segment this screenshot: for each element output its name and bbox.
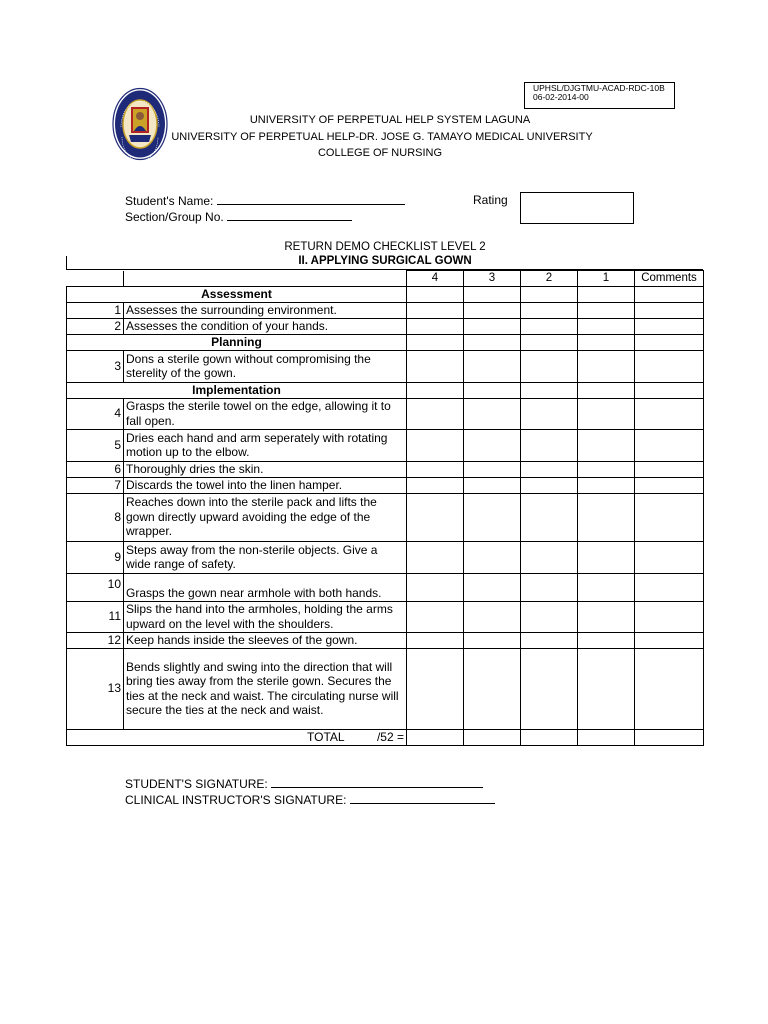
section-assessment: Assessment xyxy=(67,287,407,303)
score-cell[interactable] xyxy=(578,648,635,729)
table-row xyxy=(67,429,704,461)
checklist-title: RETURN DEMO CHECKLIST LEVEL 2 xyxy=(284,241,486,253)
comment-cell[interactable] xyxy=(635,382,704,398)
total-row xyxy=(67,729,704,745)
blank-cell xyxy=(67,271,124,287)
section-implementation: Implementation xyxy=(67,382,407,398)
item-text: Thoroughly dries the skin. xyxy=(124,461,407,477)
score-cell[interactable] xyxy=(578,334,635,350)
form-code-box xyxy=(524,82,675,109)
item-text: Reaches down into the sterile pack and lifts the gown directly upward avoiding the edge of the wrapper. xyxy=(124,493,407,541)
score-cell[interactable] xyxy=(521,493,578,541)
student-name-line[interactable] xyxy=(217,193,405,205)
score-cell[interactable] xyxy=(578,729,635,745)
total-label: TOTAL xyxy=(307,729,345,744)
comment-cell[interactable] xyxy=(635,541,704,573)
column-header-row xyxy=(67,271,704,287)
instructor-signature-label: CLINICAL INSTRUCTOR'S SIGNATURE: xyxy=(125,793,347,807)
score-cell[interactable] xyxy=(464,493,521,541)
score-cell[interactable] xyxy=(464,632,521,648)
item-number: 5 xyxy=(67,429,124,461)
score-cell[interactable] xyxy=(407,573,464,601)
item-number: 7 xyxy=(67,477,124,493)
score-cell[interactable] xyxy=(578,429,635,461)
score-cell[interactable] xyxy=(407,318,464,334)
score-cell[interactable] xyxy=(521,334,578,350)
instructor-signature-line[interactable] xyxy=(350,792,495,804)
score-cell[interactable] xyxy=(407,382,464,398)
header-line-1: UNIVERSITY OF PERPETUAL HELP SYSTEM LAGUNA xyxy=(249,114,531,126)
item-number: 2 xyxy=(67,318,124,334)
comment-cell[interactable] xyxy=(635,648,704,729)
comment-cell[interactable] xyxy=(635,493,704,541)
table-row xyxy=(67,493,704,541)
score-cell[interactable] xyxy=(407,287,464,303)
comment-cell[interactable] xyxy=(635,429,704,461)
score-cell[interactable] xyxy=(578,573,635,601)
score-cell[interactable] xyxy=(578,601,635,632)
table-row xyxy=(67,573,704,601)
item-text: Grasps the gown near armhole with both hands. xyxy=(124,573,407,601)
item-text: Dons a sterile gown without compromising the sterelity of the gown. xyxy=(124,350,407,382)
item-text: Discards the towel into the linen hamper. xyxy=(124,477,407,493)
section-row xyxy=(67,382,704,398)
score-cell[interactable] xyxy=(464,318,521,334)
table-row xyxy=(67,541,704,573)
header-line-3: COLLEGE OF NURSING xyxy=(317,147,443,159)
score-cell[interactable] xyxy=(578,350,635,382)
score-cell[interactable] xyxy=(407,398,464,429)
score-cell[interactable] xyxy=(578,302,635,318)
score-cell[interactable] xyxy=(464,648,521,729)
col-header-2: 2 xyxy=(521,271,578,287)
table-row xyxy=(67,648,704,729)
score-cell[interactable] xyxy=(521,302,578,318)
section-field xyxy=(125,209,352,224)
score-cell[interactable] xyxy=(407,350,464,382)
instructor-signature-field xyxy=(125,792,495,807)
comment-cell[interactable] xyxy=(635,334,704,350)
total-denominator: /52 = xyxy=(376,729,404,744)
comment-cell[interactable] xyxy=(635,477,704,493)
score-cell[interactable] xyxy=(521,318,578,334)
comment-cell[interactable] xyxy=(635,287,704,303)
table-row xyxy=(67,601,704,632)
checklist-table xyxy=(66,270,704,746)
comment-cell[interactable] xyxy=(635,318,704,334)
score-cell[interactable] xyxy=(464,541,521,573)
score-cell[interactable] xyxy=(407,429,464,461)
comment-cell[interactable] xyxy=(635,350,704,382)
section-label: Section/Group No. xyxy=(125,210,224,224)
score-cell[interactable] xyxy=(578,477,635,493)
table-row xyxy=(67,302,704,318)
comment-cell[interactable] xyxy=(635,398,704,429)
student-name-label: Student's Name: xyxy=(125,194,214,208)
table-row xyxy=(67,398,704,429)
student-name-field xyxy=(125,193,405,208)
item-number: 1 xyxy=(67,302,124,318)
section-planning: Planning xyxy=(67,334,407,350)
rating-box[interactable] xyxy=(520,192,634,224)
score-cell[interactable] xyxy=(578,398,635,429)
comment-cell[interactable] xyxy=(635,573,704,601)
col-header-1: 1 xyxy=(578,271,635,287)
checklist-subtitle: II. APPLYING SURGICAL GOWN xyxy=(298,255,472,267)
item-text: Assesses the surrounding environment. xyxy=(124,302,407,318)
score-cell[interactable] xyxy=(407,334,464,350)
score-cell[interactable] xyxy=(578,287,635,303)
score-cell[interactable] xyxy=(407,541,464,573)
col-header-4: 4 xyxy=(407,271,464,287)
section-row xyxy=(67,287,704,303)
section-line[interactable] xyxy=(227,209,352,221)
score-cell[interactable] xyxy=(407,648,464,729)
score-cell[interactable] xyxy=(464,334,521,350)
score-cell[interactable] xyxy=(407,632,464,648)
score-cell[interactable] xyxy=(464,461,521,477)
score-cell[interactable] xyxy=(464,382,521,398)
score-cell[interactable] xyxy=(521,429,578,461)
score-cell[interactable] xyxy=(578,461,635,477)
item-number: 3 xyxy=(67,350,124,382)
item-number: 11 xyxy=(67,601,124,632)
table-row xyxy=(67,350,704,382)
score-cell[interactable] xyxy=(464,729,521,745)
score-cell[interactable] xyxy=(521,729,578,745)
score-cell[interactable] xyxy=(521,573,578,601)
score-cell[interactable] xyxy=(578,632,635,648)
score-cell[interactable] xyxy=(578,493,635,541)
table-row xyxy=(67,318,704,334)
score-cell[interactable] xyxy=(464,429,521,461)
item-text: Assesses the condition of your hands. xyxy=(124,318,407,334)
score-cell[interactable] xyxy=(464,287,521,303)
table-row xyxy=(67,477,704,493)
score-cell[interactable] xyxy=(521,398,578,429)
section-row xyxy=(67,334,704,350)
item-text: Slips the hand into the armholes, holding the arms upward on the level with the shoulders. xyxy=(124,601,407,632)
student-signature-line[interactable] xyxy=(271,776,483,788)
item-number: 10 xyxy=(67,573,124,601)
score-cell[interactable] xyxy=(464,398,521,429)
student-signature-label: STUDENT'S SIGNATURE: xyxy=(125,777,268,791)
score-cell[interactable] xyxy=(521,287,578,303)
item-number: 12 xyxy=(67,632,124,648)
score-cell[interactable] xyxy=(464,350,521,382)
rating-label: Rating xyxy=(473,193,508,207)
comment-cell[interactable] xyxy=(635,601,704,632)
score-cell[interactable] xyxy=(464,477,521,493)
score-cell[interactable] xyxy=(578,541,635,573)
student-signature-field xyxy=(125,776,483,791)
score-cell[interactable] xyxy=(407,302,464,318)
score-cell[interactable] xyxy=(521,477,578,493)
score-cell[interactable] xyxy=(521,541,578,573)
score-cell[interactable] xyxy=(521,382,578,398)
item-text: Keep hands inside the sleeves of the gown. xyxy=(124,632,407,648)
comment-cell[interactable] xyxy=(635,461,704,477)
score-cell[interactable] xyxy=(407,477,464,493)
blank-cell xyxy=(124,271,407,287)
item-number: 4 xyxy=(67,398,124,429)
comment-cell[interactable] xyxy=(635,632,704,648)
item-text: Dries each hand and arm seperately with rotating motion up to the elbow. xyxy=(124,429,407,461)
score-cell[interactable] xyxy=(521,601,578,632)
form-code-line1: UPHSL/DJGTMU-ACAD-RDC-10B xyxy=(533,83,665,93)
score-cell[interactable] xyxy=(521,632,578,648)
item-number: 13 xyxy=(67,648,124,729)
score-cell[interactable] xyxy=(464,601,521,632)
form-code-line2: 06-02-2014-00 xyxy=(533,92,589,102)
university-seal-icon xyxy=(112,87,168,161)
item-number: 6 xyxy=(67,461,124,477)
score-cell[interactable] xyxy=(407,493,464,541)
score-cell[interactable] xyxy=(407,461,464,477)
score-cell[interactable] xyxy=(521,350,578,382)
table-row xyxy=(67,461,704,477)
comment-cell[interactable] xyxy=(635,302,704,318)
score-cell[interactable] xyxy=(521,648,578,729)
score-cell[interactable] xyxy=(578,382,635,398)
total-cell xyxy=(67,729,407,745)
score-cell[interactable] xyxy=(407,601,464,632)
score-cell[interactable] xyxy=(464,573,521,601)
item-number: 9 xyxy=(67,541,124,573)
col-header-3: 3 xyxy=(464,271,521,287)
table-row xyxy=(67,632,704,648)
comment-cell[interactable] xyxy=(635,729,704,745)
item-text: Steps away from the non-sterile objects. Give a wide range of safety. xyxy=(124,541,407,573)
item-text: Grasps the sterile towel on the edge, allowing it to fall open. xyxy=(124,398,407,429)
score-cell[interactable] xyxy=(578,318,635,334)
item-text: Bends slightly and swing into the direction that will bring ties away from the sterile gown. Secures the ties at the neck and waist. The circulating nurse will secure the ties at the neck and waist. xyxy=(124,648,407,729)
score-cell[interactable] xyxy=(464,302,521,318)
col-header-comments: Comments xyxy=(635,271,704,287)
score-cell[interactable] xyxy=(407,729,464,745)
score-cell[interactable] xyxy=(521,461,578,477)
header-line-2: UNIVERSITY OF PERPETUAL HELP-DR. JOSE G. TAMAYO MEDICAL UNIVERSITY xyxy=(171,131,593,143)
item-number: 8 xyxy=(67,493,124,541)
